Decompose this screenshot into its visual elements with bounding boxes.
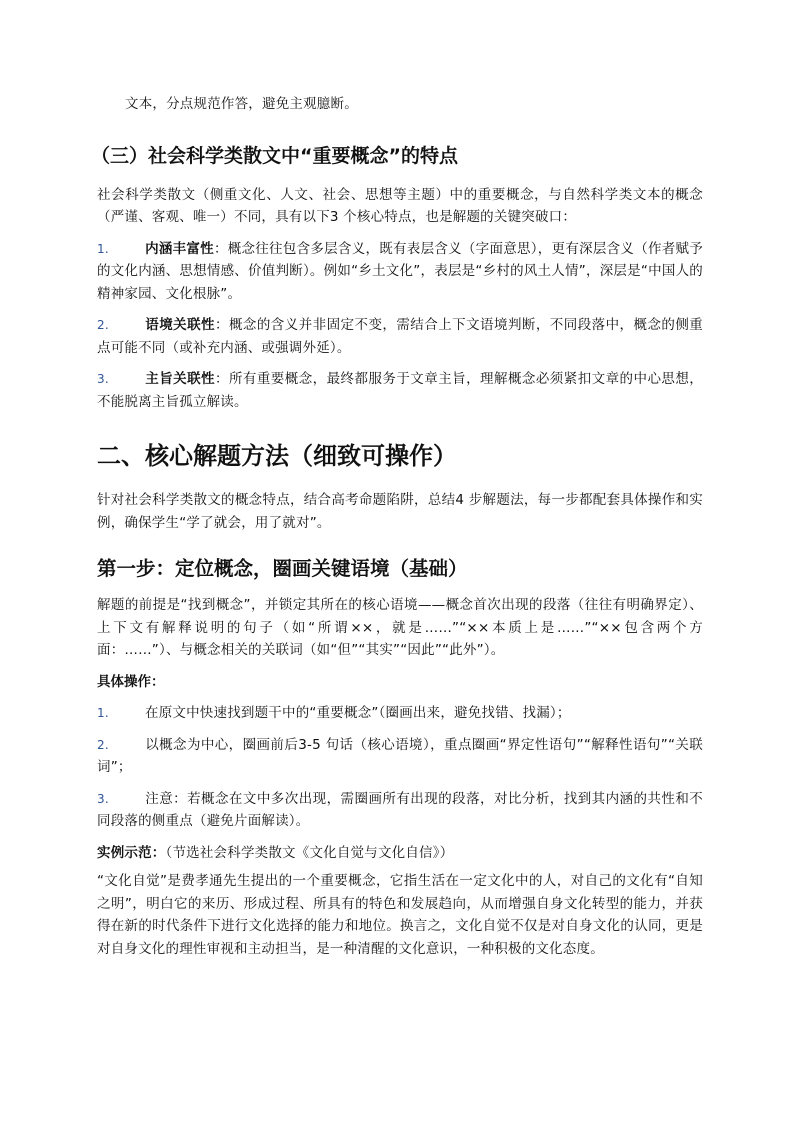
example-text: “文化自觉”是费孝通先生提出的一个重要概念，它指生活在一定文化中的人，对自己的文化有“自知之明”，明白它的来历、形成过程、所具有的特色和发展趋向，从而增强自身文化转型的能力，并获得在新的时代条件下进行文化选择的能力和地位。换言之，文化自觉不仅是对自身文化的认同，更是对自身文化的理性审视和主动担当，是一种清醒的文化意识，一种积极的文化态度。 <box>97 873 703 957</box>
list-item <box>97 702 703 725</box>
ops-list <box>97 702 703 833</box>
list-term: 内涵丰富性 <box>145 240 214 257</box>
list-number: 1. <box>97 241 109 256</box>
section3-list <box>97 238 703 414</box>
list-number: 2. <box>97 737 109 752</box>
list-term: 主旨关联性 <box>145 371 215 387</box>
step1-heading: 第一步：定位概念，圈画关键语境（基础） <box>97 557 468 580</box>
list-number: 3. <box>97 791 109 806</box>
example-heading <box>97 842 703 865</box>
step1-intro: 解题的前提是“找到概念”，并锁定其所在的核心语境——概念首次出现的段落（往往有明确界定）、上下文有解释说明的句子（如“所谓××，就是……”“××本质上是……”“××包含两个方面：……”）、与概念相关的关联词（如“但”“其实”“因此”“此外”）。 <box>97 597 703 658</box>
ops-label: 具体操作： <box>97 673 165 690</box>
list-text: ：概念往往包含多层含义，既有表层含义（字面意思），更有深层含义（作者赋予的文化内涵、思想情感、价值判断）。例如“乡土文化”，表层是“乡村的风土人情”，深层是“中国人的精神家园、文化根脉”。 <box>97 240 704 302</box>
list-item <box>97 734 703 779</box>
page-content <box>91 93 704 960</box>
list-item <box>97 788 703 833</box>
list-text: 在原文中快速找到题干中的“重要概念”（圈画出来，避免找错、找漏）； <box>145 705 571 721</box>
list-item <box>97 238 703 306</box>
list-number: 1. <box>97 706 109 720</box>
section3-heading: （三）社会科学类散文中“重要概念”的特点 <box>91 144 458 167</box>
list-term: 语境关联性 <box>145 317 215 333</box>
list-text: ：概念的含义并非固定不变，需结合上下文语境判断，不同段落中，概念的侧重点可能不同（或补充内涵、或强调外延）。 <box>97 317 703 356</box>
list-text: 以概念为中心，圈画前后3-5 句话（核心语境），重点圈画“界定性语句”“解释性语句”“关联词”； <box>97 736 703 775</box>
example-source: （节选社会科学类散文《文化自觉与文化自信》） <box>165 844 454 861</box>
list-item <box>97 368 703 413</box>
part2-heading: 二、核心解题方法（细致可操作） <box>97 442 457 470</box>
list-text: ：所有重要概念，最终都服务于文章主旨，理解概念必须紧扣文章的中心思想，不能脱离主旨孤立解读。 <box>97 371 703 410</box>
part2-intro: 针对社会科学类散文的概念特点，结合高考命题陷阱，总结4 步解题法，每一步都配套具体操作和实例，确保学生“学了就会，用了就对”。 <box>97 492 703 531</box>
list-item <box>97 314 703 359</box>
section3-intro: 社会科学类散文（侧重文化、人文、社会、思想等主题）中的重要概念，与自然科学类文本的概念（严谨、客观、唯一）不同，具有以下3 个核心特点，也是解题的关键突破口： <box>97 186 703 225</box>
intro-line: 文本，分点规范作答，避免主观臆断。 <box>125 96 358 112</box>
list-text: 注意：若概念在文中多次出现，需圈画所有出现的段落，对比分析，找到其内涵的共性和不同段落的侧重点（避免片面解读）。 <box>97 790 703 829</box>
list-number: 2. <box>97 318 109 332</box>
example-label: 实例示范： <box>97 844 166 861</box>
list-number: 3. <box>97 372 109 386</box>
